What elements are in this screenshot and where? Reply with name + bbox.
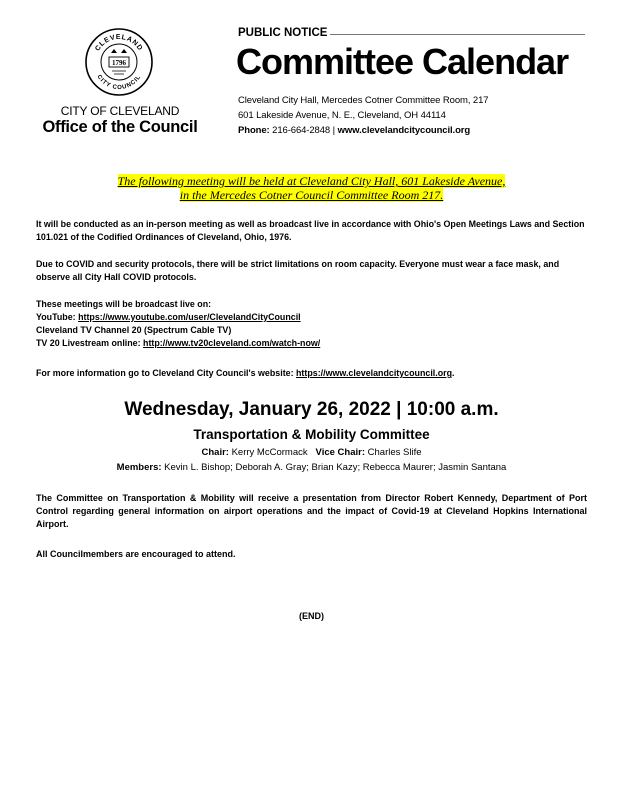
more-info-paragraph (36, 367, 587, 380)
contact-line (238, 125, 470, 136)
end-marker: (END) (299, 611, 324, 621)
city-council-seal (84, 27, 154, 97)
office-of-council-label: Office of the Council (42, 118, 198, 136)
vice-chair-name: Charles Slife (367, 447, 422, 458)
in-person-paragraph: It will be conducted as an in-person meeting as well as broadcast live in accordance with Ohio's Open Meetings Laws and Section 101.021 of the Codified Ordinances of Cleveland, Ohio, 1976. (36, 219, 585, 242)
page-title: Committee Calendar (236, 41, 569, 82)
meeting-date-time: Wednesday, January 26, 2022 | 10:00 a.m. (124, 399, 499, 420)
phone-number: 216-664-2848 (272, 125, 331, 136)
address-line-2: 601 Lakeside Avenue, N. E., Cleveland, OH 44114 (238, 110, 446, 121)
vice-chair-label: Vice Chair: (315, 447, 365, 458)
chairs-line (0, 447, 623, 458)
meeting-description: The Committee on Transportation & Mobility will receive a presentation from Director Robert Kennedy, Department of Port Control regarding general information on airport operations and the impact of Covid-19 at Cleveland Hopkins International Airport. (36, 493, 587, 529)
members-line (0, 462, 623, 473)
phone-label: Phone: (238, 125, 270, 136)
meeting-location-notice (36, 174, 587, 202)
notice-line-2: in the Mercedes Cotner Council Committee Room 217. (179, 188, 444, 202)
tv-livestream-label: TV 20 Livestream online: (36, 338, 141, 348)
address-line-1: Cleveland City Hall, Mercedes Cotner Committee Room, 217 (238, 95, 489, 106)
website-link[interactable]: www.clevelandcitycouncil.org (337, 125, 471, 136)
chair-name: Kerry McCormack (231, 447, 308, 458)
committee-name: Transportation & Mobility Committee (193, 427, 430, 442)
tv-livestream-link[interactable]: http://www.tv20cleveland.com/watch-now/ (143, 338, 321, 348)
tv-channel: Cleveland TV Channel 20 (Spectrum Cable TV) (36, 325, 232, 335)
attend-note: All Councilmembers are encouraged to attend. (36, 549, 236, 559)
seal-bottom-text: CITY COUNCIL (95, 74, 143, 92)
public-notice-label: PUBLIC NOTICE (238, 27, 328, 39)
covid-paragraph: Due to COVID and security protocols, there will be strict limitations on room capacity. Everyone must wear a face mask, and observe all City Hall COVID protocols. (36, 259, 560, 282)
youtube-link[interactable]: https://www.youtube.com/user/ClevelandCityCouncil (78, 312, 301, 322)
council-website-link[interactable]: https://www.clevelandcitycouncil.org (296, 368, 453, 378)
broadcast-intro: These meetings will be broadcast live on: (36, 299, 212, 309)
more-info-period: . (452, 368, 455, 378)
more-info-label: For more information go to Cleveland City Council's website: (36, 368, 294, 378)
svg-text:CLEVELAND (94, 34, 143, 53)
header-rule (330, 34, 585, 35)
broadcast-paragraph (36, 298, 587, 350)
seal-year: 1796 (112, 59, 126, 67)
chair-label: Chair: (201, 447, 229, 458)
svg-text:CITY COUNCIL (96, 74, 143, 91)
separator: | (332, 125, 336, 136)
notice-line-1: The following meeting will be held at Cleveland City Hall, 601 Lakeside Avenue, (117, 174, 506, 188)
city-of-cleveland-label: CITY OF CLEVELAND (60, 104, 180, 118)
members-list: Kevin L. Bishop; Deborah A. Gray; Brian Kazy; Rebecca Maurer; Jasmin Santana (164, 462, 507, 473)
youtube-label: YouTube: (36, 312, 76, 322)
members-label: Members: (116, 462, 162, 473)
seal-top-text: CLEVELAND (94, 33, 144, 53)
